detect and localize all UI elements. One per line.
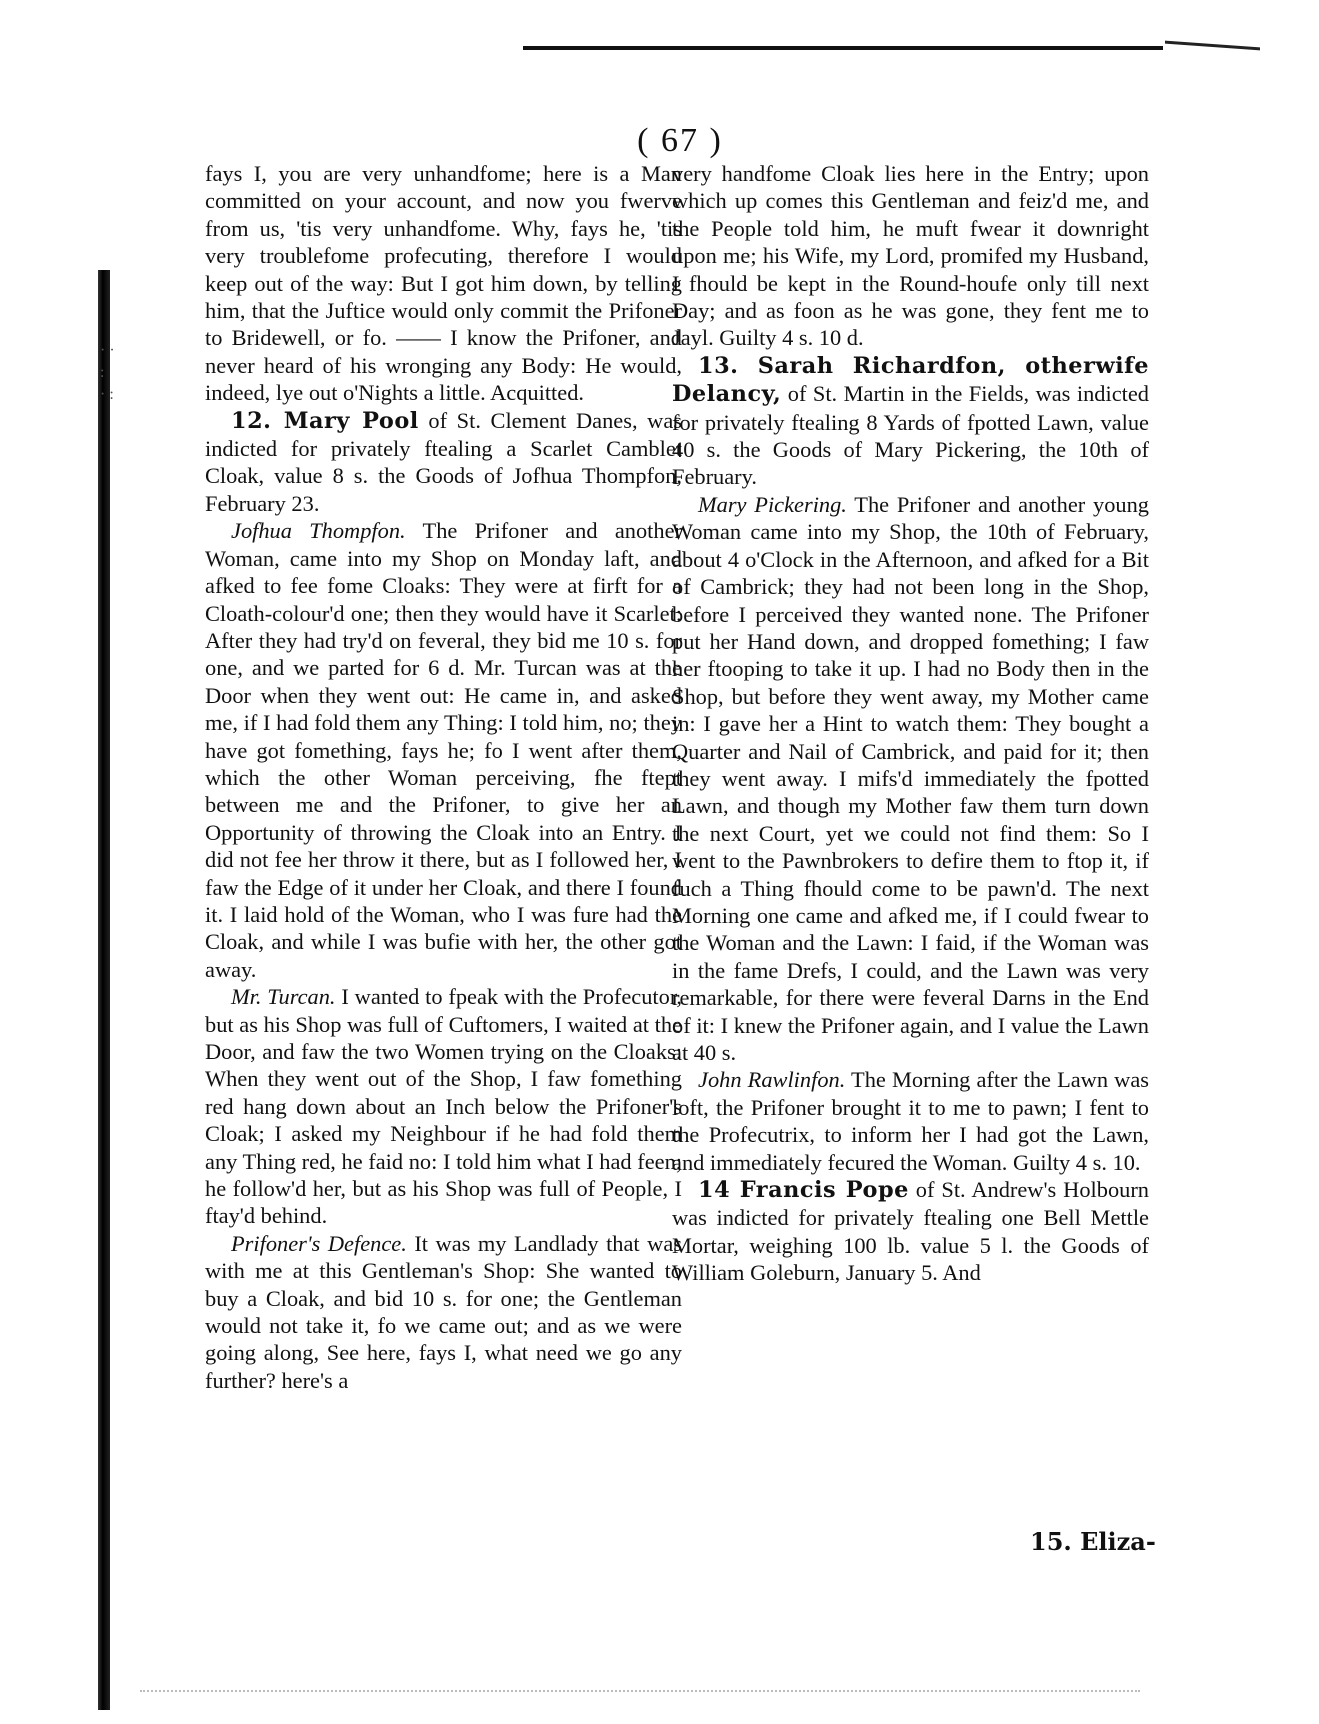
paragraph-text: of St. Andrew's Holbourn was indicted for privately ftealing one Bell Mettle Mortar, weighing 100 lb. value 5 l. the Goods of William Goleburn, January 5. And: [672, 1177, 1149, 1286]
paragraph-text: It was my Landlady that was with me at this Gentleman's Shop: She wanted to buy a Cloak, and bid 10 s. for one; the Gentleman would not take it, fo we came out; and as we were going along, See here, fays I, what need we go any further? here's a: [205, 1230, 682, 1393]
top-rule-tail: [1165, 41, 1260, 61]
paragraph-text: The Prifoner and another young Woman came into my Shop, the 10th of February, about 4 o'Clock in the Afternoon, and afked for a Bit of Cambrick; they had not been long in the Shop, before I perceived they wanted none. The Prifoner put her Hand down, and dropped fomething; I faw her ftooping to take it up. I had no Body then in the Shop, but before they went away, my Mother came in: I gave her a Hint to watch them: They bought a Quarter and Nail of Cambrick, and paid for it; then they went away. I mifs'd immediately the fpotted Lawn, and though my Mother faw them turn down the next Court, yet we could not find them: So I went to the Pawnbrokers to defire them to ftop it, if fuch a Thing fhould come to be pawn'd. The next Morning one came and afked me, if I could fwear to the Woman and the Lawn: I faid, if the Woman was in the fame Drefs, I could, and the Lawn was very remarkable, for there were feveral Darns in the End of it: I knew the Prifoner again, and I value the Lawn at 40 s.: [672, 491, 1149, 1065]
entry-heading: 12. Mary Pool: [231, 407, 419, 434]
margin-marks: · · : · :: [100, 342, 115, 403]
binding-shadow: [98, 270, 110, 1710]
scan-noise: [140, 1690, 1140, 1694]
right-column: [672, 160, 1149, 1287]
paragraph: [672, 160, 1149, 352]
paragraph: [205, 1230, 682, 1394]
left-column: [205, 160, 682, 1394]
entry-heading: 13. Sarah Richardfon, otherwife Delancy,: [672, 352, 1149, 408]
speaker-name: Prifoner's Defence.: [231, 1230, 407, 1256]
speaker-name: Mr. Turcan.: [231, 984, 336, 1010]
speaker-name: Mary Pickering.: [698, 491, 847, 517]
page-number: ( 67 ): [637, 122, 723, 159]
speaker-name: Jofhua Thompfon.: [231, 518, 406, 544]
paragraph: [672, 1066, 1149, 1176]
paragraph-text: of St. Martin in the Fields, was indicted for privately ftealing 8 Yards of fpotted Lawn, value 40 s. the Goods of Mary Pickering, the 10th of February.: [672, 381, 1149, 490]
paragraph-text: of St. Clement Danes, was indicted for privately ftealing a Scarlet Camblet Cloak, value 8 s. the Goods of Jofhua Thompfon, February 23.: [205, 407, 682, 516]
speaker-name: John Rawlinfon.: [698, 1067, 846, 1093]
top-rule: [523, 46, 1163, 50]
paragraph: [205, 983, 682, 1230]
paragraph-text: fays I, you are very unhandfome; here is a Man committed on your account, and now you fwerve from us, 'tis very unhandfome. Why, fays he, 'tis very troublefome profecuting, therefore I would keep out of the way: But I got him down, by telling him, that the Juftice would only commit the Prifoner to Bridewell, or fo. —— I know the Prifoner, and never heard of his wronging any Body: He would, indeed, lye out o'Nights a little. Acquitted.: [205, 161, 682, 406]
paragraph: [672, 1176, 1149, 1287]
paragraph: [672, 491, 1149, 1067]
catchword: 15. Eliza-: [1030, 1527, 1156, 1556]
paragraph-text: very handfome Cloak lies here in the Entry; upon which up comes this Gentleman and feiz'd me, and the People told him, he muft fwear it downright upon me; his Wife, my Lord, promifed my Husband, I fhould be kept in the Round-houfe only till next Day; and as foon as he was gone, they fent me to Jayl. Guilty 4 s. 10 d.: [672, 161, 1149, 351]
paragraph: [205, 160, 682, 407]
paragraph-text: I wanted to fpeak with the Profecutor, but as his Shop was full of Cuftomers, I waited at the Door, and faw the two Women trying on the Cloaks: When they went out of the Shop, I faw fomething red hang down about an Inch below the Prifoner's Cloak; I asked my Neighbour if he had fold them any Thing red, he faid no: I told him what I had feen; he follow'd her, but as his Shop was full of People, I ftay'd behind.: [205, 984, 682, 1229]
paragraph: [205, 517, 682, 983]
entry-heading: 14 Francis Pope: [698, 1177, 909, 1204]
paragraph: [205, 407, 682, 518]
paragraph-text: The Prifoner and another Woman, came into my Shop on Monday laft, and afked to fee fome Cloaks: They were at firft for a Cloath-colour'd one; then they would have it Scarlet: After they had try'd on feveral, they bid me 10 s. for one, and we parted for 6 d. Mr. Turcan was at the Door when they went out: He came in, and asked me, if I had fold them any Thing: I told him, no; they have got fomething, fays he; fo I went after them, which the other Woman perceiving, fhe ftept between me and the Prifoner, to give her an Opportunity of throwing the Cloak into an Entry. I did not fee her throw it there, but as I followed her, I faw the Edge of it under her Cloak, and there I found it. I laid hold of the Woman, who I was fure had the Cloak, and while I was bufie with her, the other got away.: [205, 518, 682, 982]
paragraph-text: The Morning after the Lawn was loft, the Prifoner brought it to me to pawn; I fent to the Profecutrix, to inform her I had got the Lawn, and immediately fecured the Woman. Guilty 4 s. 10.: [672, 1067, 1149, 1175]
paragraph: [672, 352, 1149, 491]
